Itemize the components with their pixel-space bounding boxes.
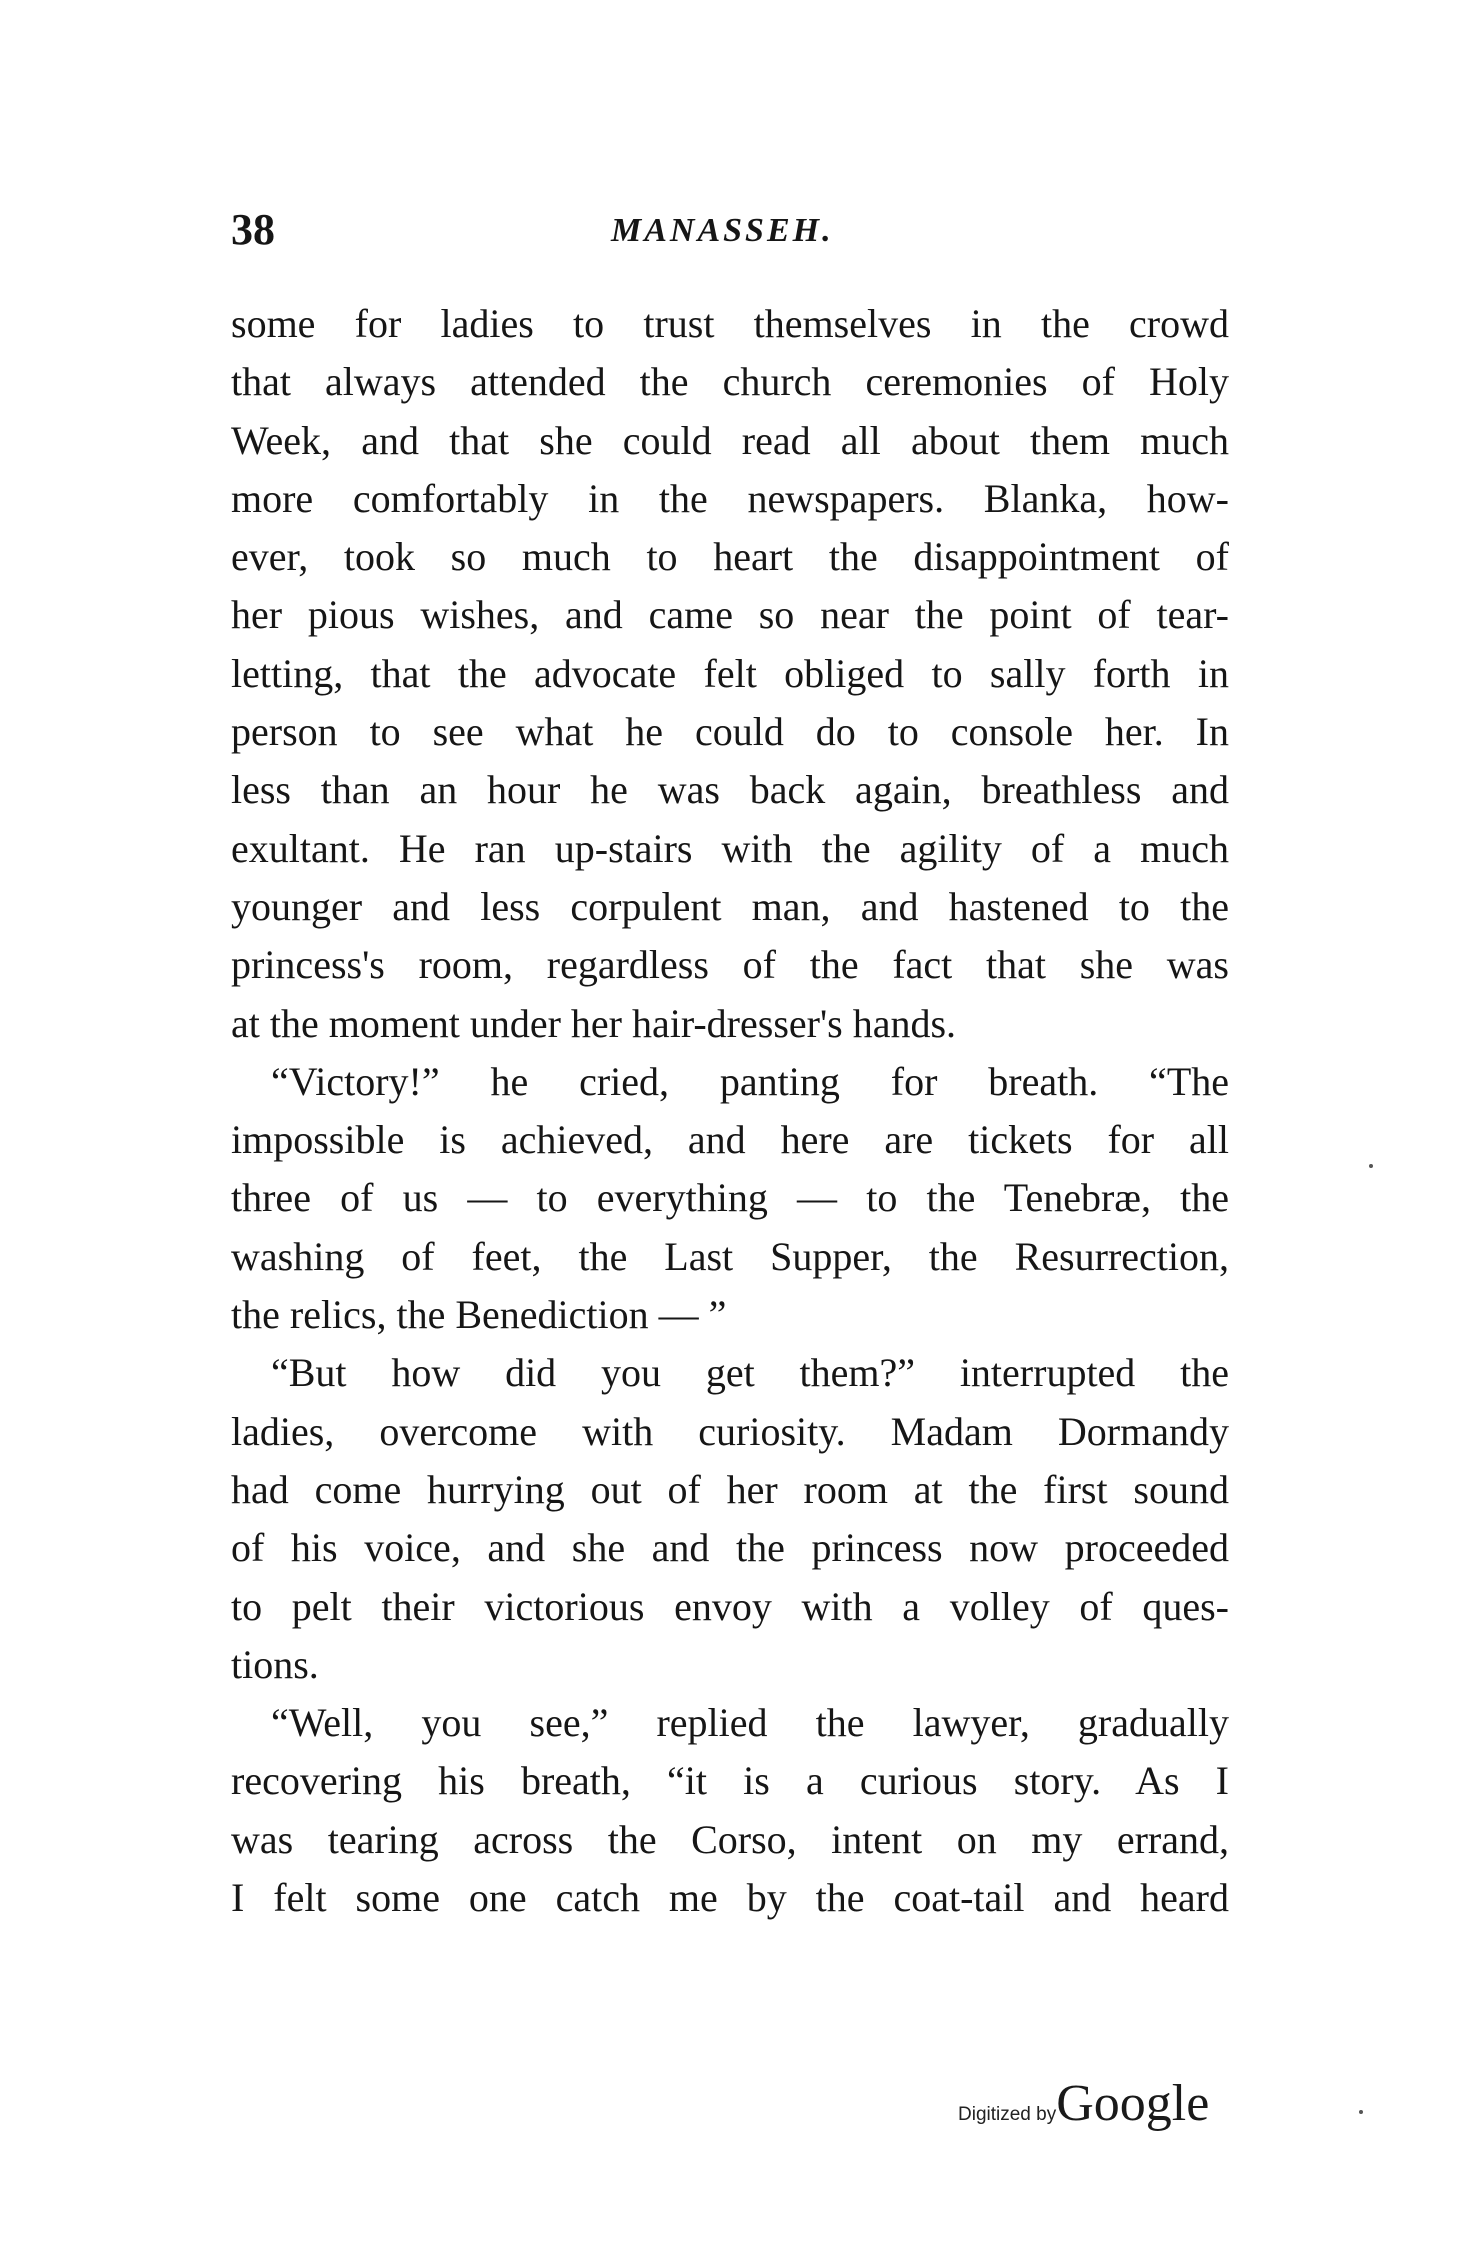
text-line: recovering his breath, “it is a curious story. As I xyxy=(231,1758,1229,1804)
text-line: that always attended the church ceremonies of Holy xyxy=(231,359,1229,405)
body-text xyxy=(231,295,1229,1927)
text-line: person to see what he could do to console her. In xyxy=(231,709,1229,755)
text-line: was tearing across the Corso, intent on my errand, xyxy=(231,1816,1229,1862)
text-line: her pious wishes, and came so near the point of tear- xyxy=(231,592,1229,638)
text-line: to pelt their victorious envoy with a volley of ques- xyxy=(231,1583,1229,1629)
text-line: princess's room, regardless of the fact that she was xyxy=(231,942,1229,988)
scan-speck xyxy=(1369,1164,1373,1168)
scan-speck xyxy=(1359,2110,1363,2114)
text-line: three of us — to everything — to the Tenebræ, the xyxy=(231,1175,1229,1221)
running-head xyxy=(231,200,1231,260)
running-title: MANASSEH. xyxy=(611,212,834,249)
text-line: more comfortably in the newspapers. Blanka, how- xyxy=(231,475,1229,521)
paragraph-last-line: the relics, the Benediction — ” xyxy=(231,1292,727,1338)
digitized-label: Digitized by xyxy=(958,2104,1057,2125)
text-line: younger and less corpulent man, and hastened to the xyxy=(231,883,1229,929)
text-line: ladies, overcome with curiosity. Madam Dormandy xyxy=(231,1408,1229,1454)
text-line: washing of feet, the Last Supper, the Resurrection, xyxy=(231,1233,1229,1279)
paragraph-last-line: tions. xyxy=(231,1641,319,1687)
paragraph-first-line: “Well, you see,” replied the lawyer, gradually xyxy=(271,1700,1229,1746)
text-line: of his voice, and she and the princess now proceeded xyxy=(231,1525,1229,1571)
paragraph-first-line: “Victory!” he cried, panting for breath. “The xyxy=(271,1058,1229,1104)
text-line: letting, that the advocate felt obliged to sally forth in xyxy=(231,650,1229,696)
google-logo: Google xyxy=(1056,2075,1210,2132)
text-line: less than an hour he was back again, breathless and xyxy=(231,767,1229,813)
text-line: exultant. He ran up-stairs with the agility of a much xyxy=(231,825,1229,871)
text-line: ever, took so much to heart the disappointment of xyxy=(231,534,1229,580)
text-line: some for ladies to trust themselves in the crowd xyxy=(231,301,1229,346)
paragraph-last-line: at the moment under her hair-dresser's hands. xyxy=(231,1000,957,1046)
text-line: Week, and that she could read all about them much xyxy=(231,417,1229,463)
paragraph-first-line: “But how did you get them?” interrupted the xyxy=(271,1350,1229,1396)
text-line: impossible is achieved, and here are tickets for all xyxy=(231,1117,1229,1163)
text-line: I felt some one catch me by the coat-tail and heard xyxy=(231,1875,1229,1921)
text-line: had come hurrying out of her room at the first sound xyxy=(231,1466,1229,1512)
page-number: 38 xyxy=(231,205,275,254)
digitized-by-google-watermark xyxy=(958,2074,1258,2134)
